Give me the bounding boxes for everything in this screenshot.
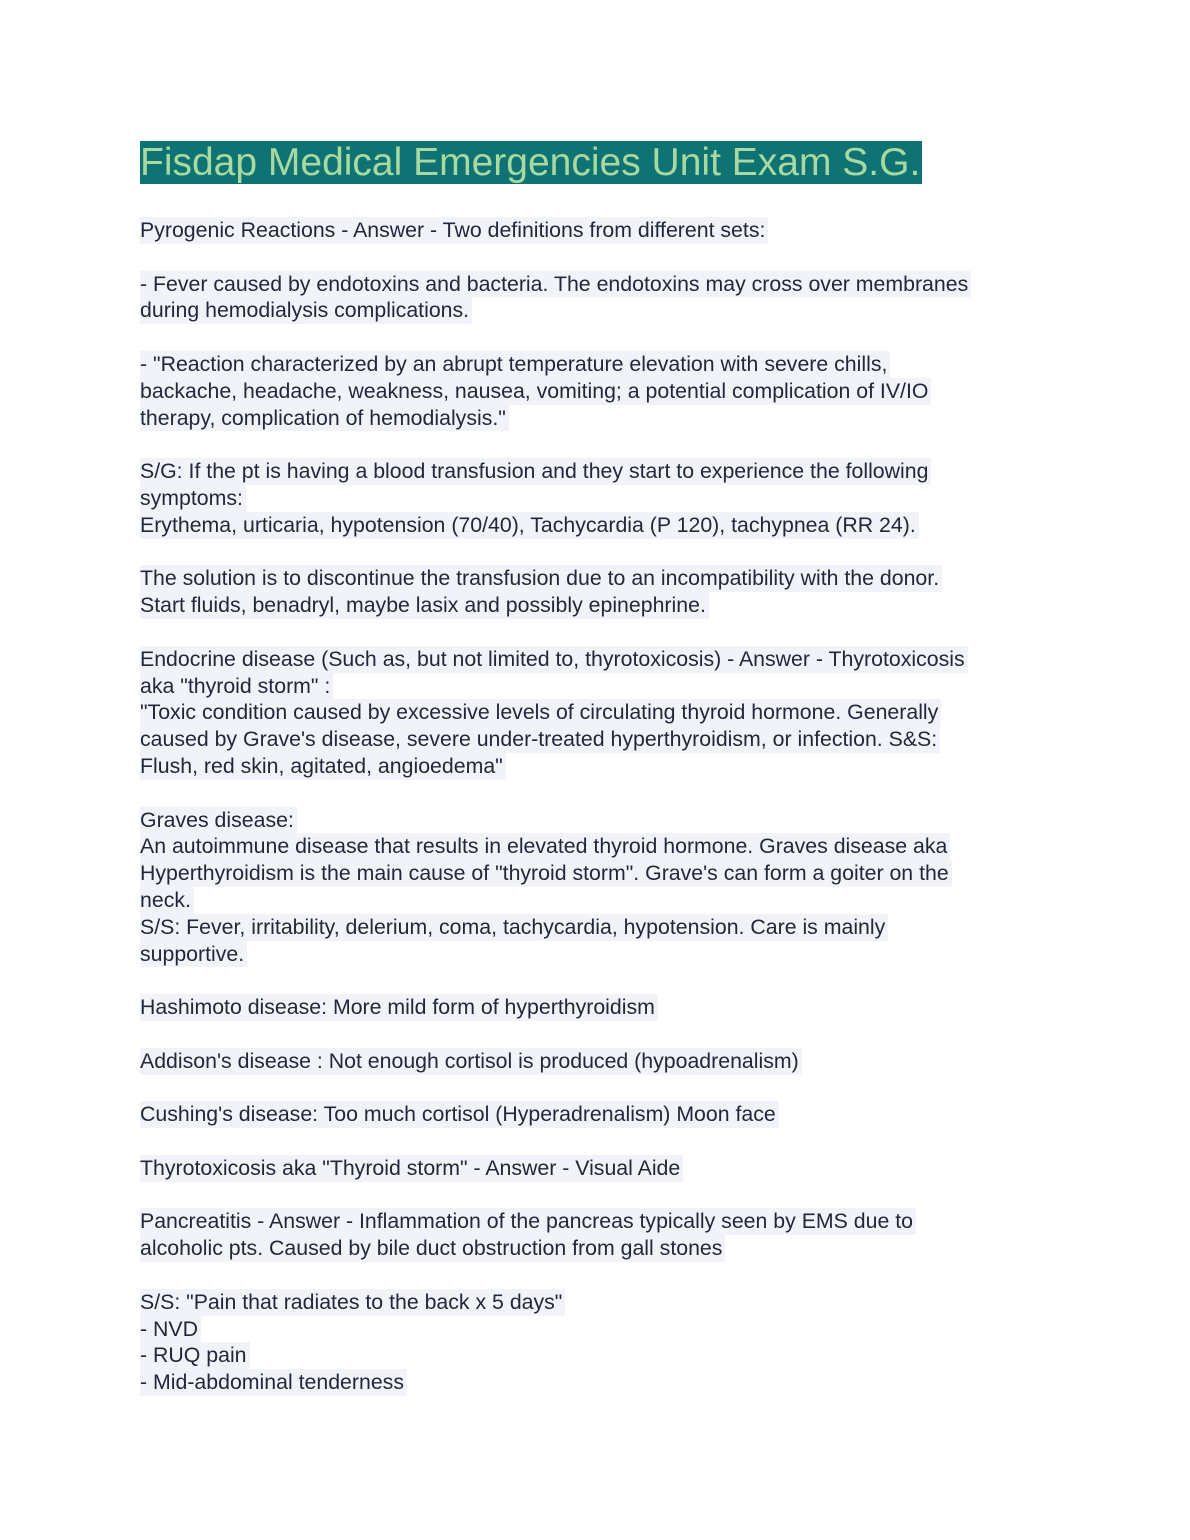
- text-line: [140, 297, 1060, 324]
- text-line-content: neck.: [140, 887, 194, 914]
- text-line: [140, 1048, 1060, 1075]
- blank-line: [140, 1128, 1060, 1155]
- text-line-content: - Fever caused by endotoxins and bacteria. The endotoxins may cross over membranes: [140, 271, 971, 298]
- text-line: [140, 807, 1060, 834]
- blank-line: [140, 1182, 1060, 1209]
- blank-line: [140, 539, 1060, 566]
- text-line: [140, 565, 1060, 592]
- text-line-content: aka "thyroid storm" :: [140, 673, 333, 700]
- text-line: [140, 485, 1060, 512]
- text-line-content: "Toxic condition caused by excessive levels of circulating thyroid hormone. Generally: [140, 699, 941, 726]
- blank-line: [140, 780, 1060, 807]
- text-line-content: An autoimmune disease that results in elevated thyroid hormone. Graves disease aka: [140, 833, 950, 860]
- text-line-content: Graves disease:: [140, 807, 297, 834]
- text-line: [140, 351, 1060, 378]
- text-line-content: therapy, complication of hemodialysis.": [140, 405, 509, 432]
- blank-line: [140, 244, 1060, 271]
- text-line-content: caused by Grave's disease, severe under-treated hyperthyroidism, or infection. S&S:: [140, 726, 940, 753]
- text-line-content: alcoholic pts. Caused by bile duct obstruction from gall stones: [140, 1235, 725, 1262]
- text-line: [140, 592, 1060, 619]
- text-line-content: during hemodialysis complications.: [140, 297, 472, 324]
- text-line: [140, 458, 1060, 485]
- text-line-content: - RUQ pain: [140, 1342, 250, 1369]
- text-line: [140, 860, 1060, 887]
- text-line-content: The solution is to discontinue the transfusion due to an incompatibility with the donor.: [140, 565, 942, 592]
- text-line-content: Pancreatitis - Answer - Inflammation of the pancreas typically seen by EMS due to: [140, 1208, 916, 1235]
- blank-line: [140, 619, 1060, 646]
- text-line-content: Addison's disease : Not enough cortisol is produced (hypoadrenalism): [140, 1048, 802, 1075]
- text-line: [140, 1342, 1060, 1369]
- text-line: [140, 271, 1060, 298]
- text-line: [140, 1369, 1060, 1396]
- text-line-content: Hashimoto disease: More mild form of hyperthyroidism: [140, 994, 658, 1021]
- text-line: [140, 941, 1060, 968]
- text-line: [140, 378, 1060, 405]
- text-line-content: - "Reaction characterized by an abrupt temperature elevation with severe chills,: [140, 351, 890, 378]
- text-line-content: - Mid-abdominal tenderness: [140, 1369, 407, 1396]
- text-line-content: Erythema, urticaria, hypotension (70/40), Tachycardia (P 120), tachypnea (RR 24).: [140, 512, 919, 539]
- text-line: [140, 673, 1060, 700]
- text-line: [140, 1316, 1060, 1343]
- text-line: [140, 1235, 1060, 1262]
- text-line: [140, 217, 1060, 244]
- blank-line: [140, 1075, 1060, 1102]
- text-line-content: Cushing's disease: Too much cortisol (Hyperadrenalism) Moon face: [140, 1101, 779, 1128]
- text-line-content: S/S: "Pain that radiates to the back x 5 days": [140, 1289, 565, 1316]
- text-line: [140, 914, 1060, 941]
- text-line-content: S/S: Fever, irritability, delerium, coma, tachycardia, hypotension. Care is mainly: [140, 914, 888, 941]
- text-line: [140, 512, 1060, 539]
- text-line: [140, 699, 1060, 726]
- text-line-content: Start fluids, benadryl, maybe lasix and possibly epinephrine.: [140, 592, 709, 619]
- text-line: [140, 994, 1060, 1021]
- text-line: [140, 1208, 1060, 1235]
- text-line-content: supportive.: [140, 941, 247, 968]
- text-line-content: Thyrotoxicosis aka "Thyroid storm" - Answer - Visual Aide: [140, 1155, 683, 1182]
- text-line-content: - NVD: [140, 1316, 201, 1343]
- blank-line: [140, 967, 1060, 994]
- text-line: [140, 405, 1060, 432]
- blank-line: [140, 1262, 1060, 1289]
- text-line-content: symptoms:: [140, 485, 246, 512]
- text-line: [140, 646, 1060, 673]
- text-line-content: Endocrine disease (Such as, but not limited to, thyrotoxicosis) - Answer - Thyrotoxicosis: [140, 646, 968, 673]
- text-line-content: Hyperthyroidism is the main cause of "thyroid storm". Grave's can form a goiter on the: [140, 860, 952, 887]
- text-line: [140, 1155, 1060, 1182]
- document-body: [140, 217, 1060, 1396]
- text-line: [140, 1289, 1060, 1316]
- blank-line: [140, 1021, 1060, 1048]
- text-line-content: Flush, red skin, agitated, angioedema": [140, 753, 506, 780]
- text-line-content: Pyrogenic Reactions - Answer - Two definitions from different sets:: [140, 217, 768, 244]
- text-line: [140, 1101, 1060, 1128]
- document-title: Fisdap Medical Emergencies Unit Exam S.G.: [140, 141, 921, 184]
- text-line: [140, 726, 1060, 753]
- text-line: [140, 833, 1060, 860]
- blank-line: [140, 431, 1060, 458]
- text-line: [140, 753, 1060, 780]
- title-wrap: [140, 140, 1060, 195]
- text-line-content: backache, headache, weakness, nausea, vomiting; a potential complication of IV/IO: [140, 378, 931, 405]
- text-line: [140, 887, 1060, 914]
- document-page: [140, 140, 1060, 1396]
- text-line-content: S/G: If the pt is having a blood transfusion and they start to experience the following: [140, 458, 931, 485]
- blank-line: [140, 324, 1060, 351]
